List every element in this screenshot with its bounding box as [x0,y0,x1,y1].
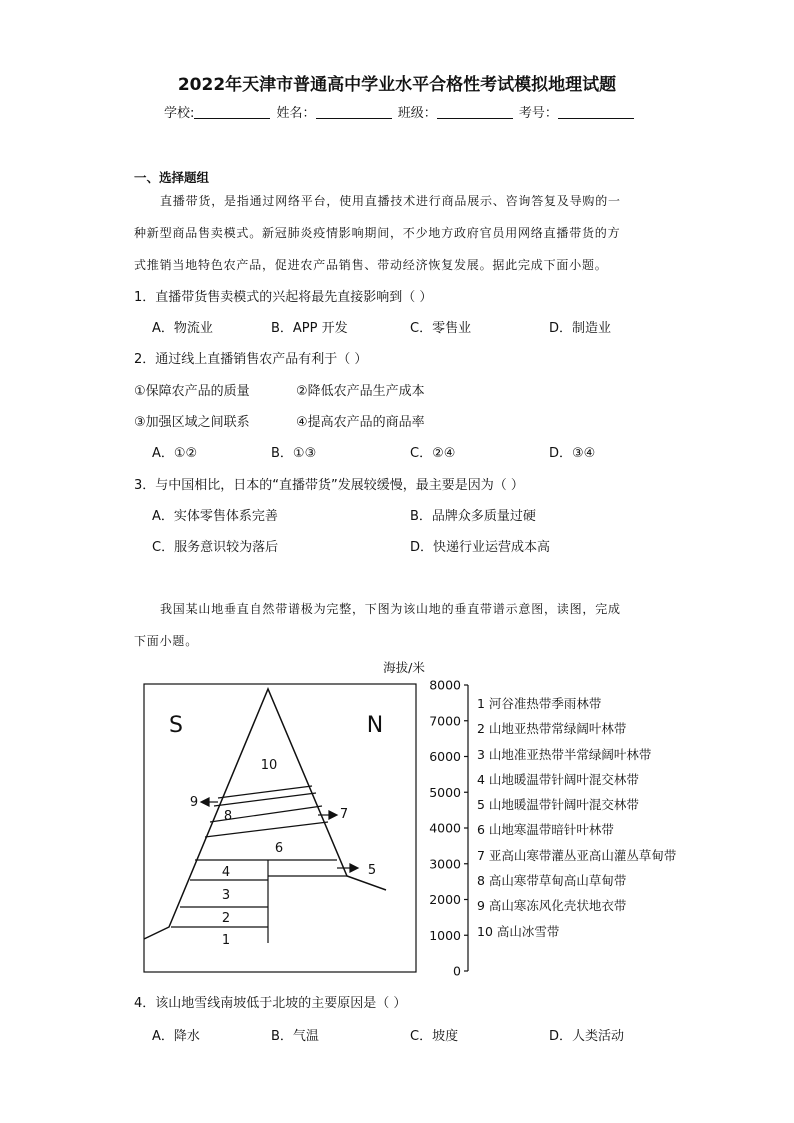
q1-option-b[interactable]: B．APP 开发 [271,321,348,336]
question-3-stem: 3．与中国相比，日本的“直播带货”发展较缓慢，最主要是因为（ ） [134,478,524,493]
north-label: N [366,713,384,738]
q2-option-b[interactable]: B．①③ [271,446,317,461]
zone-number-1: 1 [221,933,231,948]
altitude-tick-label: 1000 [429,927,461,943]
q2-option-a[interactable]: A．①② [152,446,198,461]
section-title: 一、选择题组 [134,170,210,185]
passage1-line-3: 式推销当地特色农产品，促进农产品销售、带动经济恢复发展。据此完成下面小题。 [134,258,608,272]
legend-item-10: 10 高山冰雪带 [477,923,560,939]
zone-number-5: 5 [367,863,377,878]
altitude-tick-label: 4000 [429,820,461,836]
zone-number-3: 3 [221,888,231,903]
passage1-line-1: 直播带货，是指通过网络平台，使用直播技术进行商品展示、咨询答复及导购的一 [160,194,621,208]
q4-option-c[interactable]: C．坡度 [410,1029,459,1044]
boundary-8-9 [214,793,316,806]
legend-item-2: 2 山地亚热带常绿阔叶林带 [477,721,627,737]
legend-item-6: 6 山地寒温带暗针叶林带 [477,822,614,838]
school-label: 学校: [164,106,195,121]
q2-item-1: ①保障农产品的质量 [134,384,250,399]
zone-number-10: 10 [260,758,278,773]
zone-number-2: 2 [221,911,231,926]
legend-item-1: 1 河谷准热带季雨林带 [477,696,602,711]
q3-option-b[interactable]: B．品牌众多质量过硬 [410,509,536,524]
arrow-9 [201,798,218,806]
q2-option-c[interactable]: C．②④ [410,446,456,461]
altitude-axis-title: 海拔/米 [383,660,425,675]
south-label: S [169,713,183,738]
boundary-6-8 [205,822,328,837]
q4-option-d[interactable]: D．人类活动 [549,1029,625,1044]
altitude-tick-label: 8000 [429,677,461,693]
q1-option-c[interactable]: C．零售业 [410,321,472,336]
q3-option-c[interactable]: C．服务意识较为落后 [152,540,279,555]
q2-option-d[interactable]: D．③④ [549,446,596,461]
altitude-tick-label: 0 [453,963,461,979]
legend-item-5: 5 山地暖温带针阔叶混交林带 [477,797,639,813]
legend-item-3: 3 山地准亚热带半常绿阔叶林带 [477,746,652,762]
zone-number-7: 7 [339,807,349,822]
legend-item-7: 7 亚高山寒带灌丛亚高山灌丛草甸带 [477,847,677,863]
altitude-tick-label: 5000 [429,784,461,800]
passage1-line-2: 种新型商品售卖模式。新冠肺炎疫情影响期间，不少地方政府官员用网络直播带货的方 [134,226,621,240]
question-1-stem: 1．直播带货售卖模式的兴起将最先直接影响到（ ） [134,290,433,305]
q3-option-d[interactable]: D．快递行业运营成本高 [410,540,551,555]
altitude-tick-label: 7000 [429,713,461,729]
boundary-9-10 [218,786,312,798]
legend-item-4: 4 山地暖温带针阔叶混交林带 [477,771,639,787]
q1-option-a[interactable]: A．物流业 [152,321,213,336]
legend-item-8: 8 高山寒带草甸高山草甸带 [477,873,627,889]
zone-number-6: 6 [274,841,284,856]
legend-item-9: 9 高山寒冻风化壳状地衣带 [477,898,627,914]
zone-number-9: 9 [189,795,199,810]
arrow-5 [337,864,358,872]
legend [477,694,676,947]
altitude-tick-label: 2000 [429,892,461,907]
exam-no-label: 考号： [518,106,558,121]
q4-option-a[interactable]: A．降水 [152,1029,200,1044]
q2-item-3: ③加强区域之间联系 [134,415,250,430]
zone-number-4: 4 [221,865,231,880]
passage2-line-1: 我国某山地垂直自然带谱极为完整，下图为该山地的垂直带谱示意图，读图，完成 [160,602,621,616]
page-title: 2022年天津市普通高中学业水平合格性考试模拟地理试题 [177,75,617,95]
question-4-stem: 4．该山地雪线南坡低于北坡的主要原因是（ ） [134,996,407,1011]
question-2-stem: 2．通过线上直播销售农产品有利于（ ） [134,352,368,367]
passage2-line-2: 下面小题。 [134,634,199,648]
q2-item-4: ④提高农产品的商品率 [296,415,425,430]
q1-option-d[interactable]: D．制造业 [549,321,612,336]
altitude-tick-label: 3000 [429,856,461,872]
zone-number-8: 8 [223,809,233,824]
q3-option-a[interactable]: A．实体零售体系完善 [152,509,278,524]
class-label: 班级： [397,106,437,121]
q4-option-b[interactable]: B．气温 [271,1029,319,1044]
q2-item-2: ②降低农产品生产成本 [296,384,425,399]
name-label: 姓名： [276,106,316,121]
altitude-tick-label: 6000 [429,749,461,764]
altitude-ticks [429,678,468,979]
